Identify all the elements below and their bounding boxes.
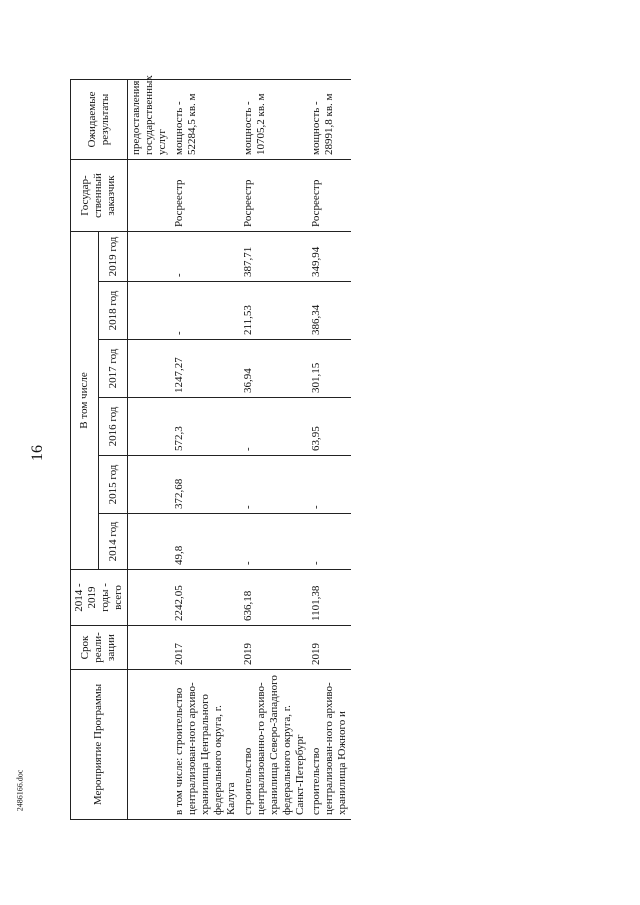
- cell-year: -: [240, 514, 309, 570]
- cell-results: мощность - 52284,5 кв. м: [171, 80, 240, 160]
- header-row-1: [71, 80, 99, 820]
- program-table: [70, 75, 351, 820]
- cell-measure: [127, 670, 170, 820]
- cell-year: 36,94: [240, 340, 309, 398]
- cell-year: 572,3: [171, 398, 240, 456]
- cell-year: [127, 514, 170, 570]
- program-table-rotated: [70, 75, 520, 820]
- header-year: 2015 год: [99, 456, 127, 514]
- header-year: 2014 год: [99, 514, 127, 570]
- cell-results: мощность - 10705,2 кв. м: [240, 80, 309, 160]
- cell-measure: в том числе: строительство централизован-ного архиво-хранилища Центрального федерального округа, г. Калуга: [171, 670, 240, 820]
- cell-measure: строительство централизован-ного архиво-хранилища Южного и: [308, 670, 351, 820]
- cell-year: 372,68: [171, 456, 240, 514]
- header-in-that: В том числе: [71, 232, 99, 570]
- cell-customer: [127, 160, 170, 232]
- cell-term: 2019: [240, 626, 309, 670]
- table-row: [171, 80, 240, 820]
- cell-term: 2019: [308, 626, 351, 670]
- cell-measure: строительство централизованно-го архиво-хранилища Северо-Западного федерального округа, г. Санкт-Петербург: [240, 670, 309, 820]
- header-year: 2018 год: [99, 282, 127, 340]
- cell-year: [127, 282, 170, 340]
- cell-total: 636,18: [240, 570, 309, 626]
- page-number: 16: [29, 445, 46, 461]
- cell-year: -: [171, 282, 240, 340]
- table-row: [240, 80, 309, 820]
- cell-year: 1247,27: [171, 340, 240, 398]
- cell-total: 2242,05: [171, 570, 240, 626]
- cell-customer: Росреестр: [308, 160, 351, 232]
- cell-year: 63,95: [308, 398, 351, 456]
- header-year: 2017 год: [99, 340, 127, 398]
- header-year: 2016 год: [99, 398, 127, 456]
- cell-year: -: [171, 232, 240, 282]
- cell-year: 301,15: [308, 340, 351, 398]
- cell-year: 49,8: [171, 514, 240, 570]
- header-customer: Государ-ственный заказчик: [71, 160, 128, 232]
- table-row-continued: [127, 80, 170, 820]
- cell-year: [127, 340, 170, 398]
- header-total: 2014 - 2019 годы - всего: [71, 570, 128, 626]
- table-row: [308, 80, 351, 820]
- header-year: 2019 год: [99, 232, 127, 282]
- cell-year: [127, 398, 170, 456]
- cell-total: 1101,38: [308, 570, 351, 626]
- cell-term: [127, 626, 170, 670]
- cell-year: [127, 232, 170, 282]
- cell-year: -: [240, 456, 309, 514]
- cell-year: [127, 456, 170, 514]
- cell-year: 349,94: [308, 232, 351, 282]
- document-file-id: 2486166.doc: [15, 769, 25, 812]
- header-measure: Мероприятие Программы: [71, 670, 128, 820]
- header-results: Ожидаемые результаты: [71, 80, 128, 160]
- cell-term: 2017: [171, 626, 240, 670]
- cell-year: -: [308, 456, 351, 514]
- cell-year: -: [240, 398, 309, 456]
- cell-year: -: [308, 514, 351, 570]
- cell-customer: Росреестр: [171, 160, 240, 232]
- cell-year: 387,71: [240, 232, 309, 282]
- cell-year: 211,53: [240, 282, 309, 340]
- header-term: Срок реали-зации: [71, 626, 128, 670]
- cell-results: мощность - 28991,8 кв. м: [308, 80, 351, 160]
- cell-total: [127, 570, 170, 626]
- cell-customer: Росреестр: [240, 160, 309, 232]
- cell-results: предоставления государственных услуг: [127, 80, 170, 160]
- cell-year: 386,34: [308, 282, 351, 340]
